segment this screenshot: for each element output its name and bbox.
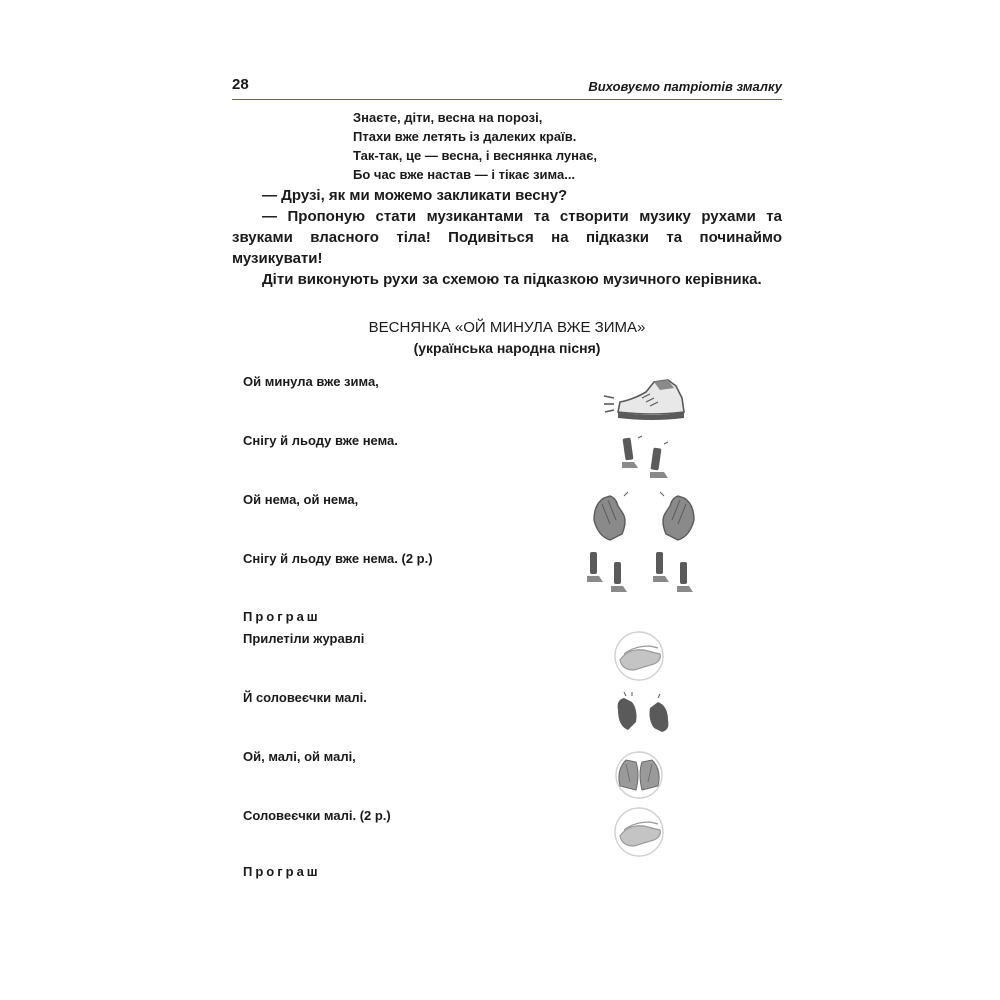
song-line: Ой нема, ой нема, (243, 492, 359, 507)
poem (353, 108, 597, 184)
song-line: Прилетіли журавлі (243, 631, 365, 646)
clapping-gloves-icon (588, 490, 700, 542)
poem-line: Знаєте, діти, весна на порозі, (353, 110, 543, 125)
prose-paragraph: Діти виконують рухи за схемою та підказкою музичного керівника. (262, 271, 762, 288)
rubbing-palms-icon (610, 630, 668, 682)
header-rule (232, 99, 782, 100)
double-stepping-feet-icon (584, 548, 702, 598)
song-line: Снігу й льоду вже нема. (2 р.) (243, 551, 433, 566)
page-number: 28 (232, 76, 249, 93)
song-line: Соловеєчки малі. (2 р.) (243, 808, 391, 823)
prose (232, 185, 782, 290)
song-line: Й соловеєчки малі. (243, 690, 367, 705)
rubbing-palms-icon (610, 806, 668, 858)
song-subtitle: (українська народна пісня) (413, 340, 601, 356)
song-line: Снігу й льоду вже нема. (243, 433, 398, 448)
prose-paragraph: — Пропоную стати музикантами та створити музику рухами та звуками власного тіла! Подивіться на підказки та починаймо музикувати! (232, 208, 782, 267)
prose-paragraph: — Друзі, як ми можемо закликати весну? (262, 187, 568, 204)
song-line: Ой минула вже зима, (243, 374, 379, 389)
clapping-hands-icon (608, 750, 670, 800)
interlude-label: Програш (243, 609, 321, 624)
poem-line: Птахи вже летять із далеких країв. (353, 129, 577, 144)
snapping-fingers-icon (612, 690, 674, 740)
running-title: Виховуємо патріотів змалку (588, 79, 782, 94)
poem-line: Бо час вже настав — і тікає зима... (353, 167, 576, 182)
stepping-feet-icon (618, 434, 672, 482)
poem-line: Так-так, це — весна, і веснянка лунає, (353, 148, 598, 163)
song-line: Ой, малі, ой малі, (243, 749, 356, 764)
stomping-sneaker-icon (602, 376, 690, 424)
song-title: ВЕСНЯНКА «ОЙ МИНУЛА ВЖЕ ЗИМА» (368, 319, 646, 336)
interlude-label: Програш (243, 864, 321, 879)
